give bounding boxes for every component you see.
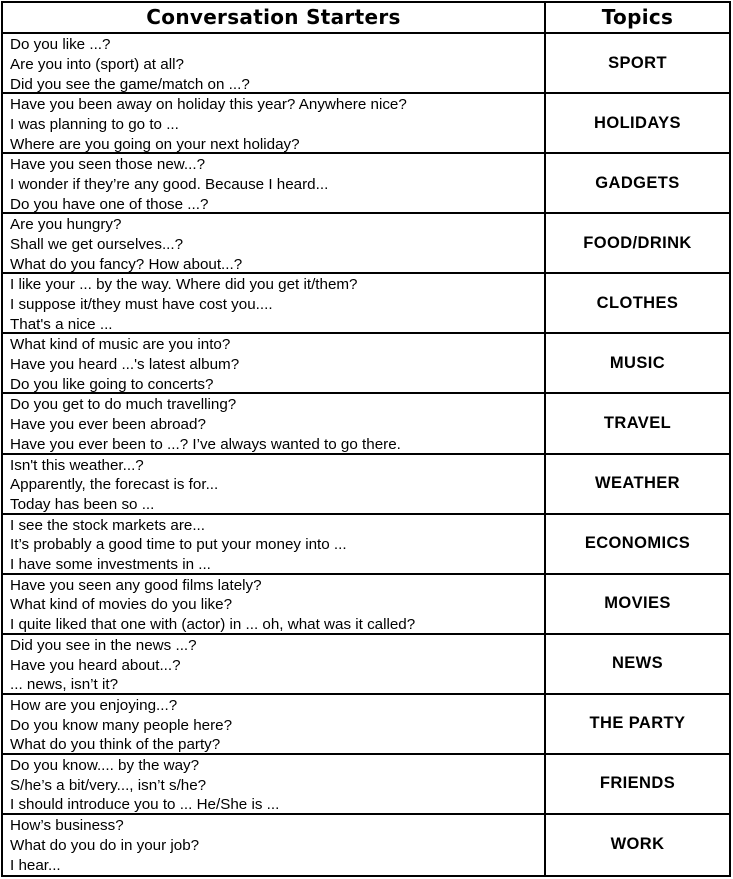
- starter-line: Do you know.... by the way?: [10, 756, 200, 774]
- starter-cell: [3, 274, 546, 334]
- topic-cell: ECONOMICS: [546, 515, 729, 575]
- topic-cell: HOLIDAYS: [546, 94, 729, 154]
- starter-line: Have you ever been abroad?: [10, 416, 206, 434]
- starter-line: Apparently, the forecast is for...: [10, 476, 219, 494]
- starter-line: Where are you going on your next holiday?: [10, 135, 300, 153]
- starter-line: Do you have one of those ...?: [10, 195, 209, 213]
- topic-cell: CLOTHES: [546, 274, 729, 334]
- starter-line: I like your ... by the way. Where did you get it/them?: [10, 276, 358, 294]
- topic-cell: TRAVEL: [546, 394, 729, 454]
- starter-line: It’s probably a good time to put your money into ...: [10, 536, 347, 554]
- starter-line: Have you heard ...'s latest album?: [10, 356, 240, 374]
- starter-cell: [3, 34, 546, 94]
- starter-line: Isn't this weather...?: [10, 456, 144, 474]
- topic-cell: NEWS: [546, 635, 729, 695]
- starter-line: Do you get to do much travelling?: [10, 396, 237, 414]
- starter-cell: [3, 214, 546, 274]
- starter-line: I quite liked that one with (actor) in ... oh, what was it called?: [10, 616, 416, 634]
- starter-line: How are you enjoying...?: [10, 696, 178, 714]
- starter-cell: [3, 515, 546, 575]
- starter-line: Today has been so ...: [10, 496, 155, 514]
- topic-cell: FOOD/DRINK: [546, 214, 729, 274]
- topic-cell: THE PARTY: [546, 695, 729, 755]
- starter-line: Have you seen those new...?: [10, 156, 206, 174]
- header-conversation-starters: Conversation Starters: [3, 3, 546, 34]
- starter-line: Have you heard about...?: [10, 656, 181, 674]
- starter-cell: [3, 695, 546, 755]
- starter-line: ... news, isn’t it?: [10, 676, 119, 694]
- starter-line: I hear...: [10, 856, 61, 874]
- starter-line: S/he’s a bit/very..., isn’t s/he?: [10, 776, 207, 794]
- starter-cell: [3, 815, 546, 875]
- starter-line: I suppose it/they must have cost you....: [10, 296, 273, 314]
- starter-cell: [3, 154, 546, 214]
- starter-line: Do you know many people here?: [10, 716, 233, 734]
- starter-line: Are you into (sport) at all?: [10, 55, 184, 73]
- starter-line: Have you seen any good films lately?: [10, 576, 262, 594]
- starter-cell: [3, 635, 546, 695]
- topic-cell: GADGETS: [546, 154, 729, 214]
- topic-cell: WEATHER: [546, 455, 729, 515]
- starter-line: Did you see in the news ...?: [10, 636, 197, 654]
- starter-line: I have some investments in ...: [10, 556, 211, 574]
- starter-line: Do you like ...?: [10, 36, 111, 53]
- starter-line: Did you see the game/match on ...?: [10, 75, 250, 93]
- topic-cell: SPORT: [546, 34, 729, 94]
- starter-line: Have you been away on holiday this year? Anywhere nice?: [10, 96, 407, 114]
- topic-cell: FRIENDS: [546, 755, 729, 815]
- starter-line: What kind of music are you into?: [10, 336, 231, 354]
- starter-line: What do you think of the party?: [10, 736, 221, 754]
- header-topics: Topics: [546, 3, 729, 34]
- starter-line: Do you like going to concerts?: [10, 375, 214, 393]
- starter-cell: [3, 755, 546, 815]
- starter-cell: [3, 575, 546, 635]
- starter-line: That's a nice ...: [10, 315, 113, 333]
- topic-cell: MOVIES: [546, 575, 729, 635]
- starter-line: I see the stock markets are...: [10, 516, 205, 534]
- starter-line: I should introduce you to ... He/She is ...: [10, 796, 280, 814]
- starter-cell: [3, 455, 546, 515]
- starter-line: How’s business?: [10, 816, 124, 834]
- starter-line: What kind of movies do you like?: [10, 596, 233, 614]
- starter-line: Have you ever been to ...? I’ve always wanted to go there.: [10, 436, 401, 454]
- starter-line: What do you do in your job?: [10, 836, 200, 854]
- starter-line: I wonder if they’re any good. Because I heard...: [10, 175, 329, 193]
- starter-cell: [3, 334, 546, 394]
- starter-line: Are you hungry?: [10, 216, 122, 234]
- topic-cell: MUSIC: [546, 334, 729, 394]
- starter-cell: [3, 94, 546, 154]
- starter-line: What do you fancy? How about...?: [10, 255, 243, 273]
- starter-line: I was planning to go to ...: [10, 115, 179, 133]
- conversation-starters-table: [1, 1, 731, 877]
- starter-cell: [3, 394, 546, 454]
- topic-cell: WORK: [610, 835, 665, 854]
- starter-line: Shall we get ourselves...?: [10, 236, 184, 253]
